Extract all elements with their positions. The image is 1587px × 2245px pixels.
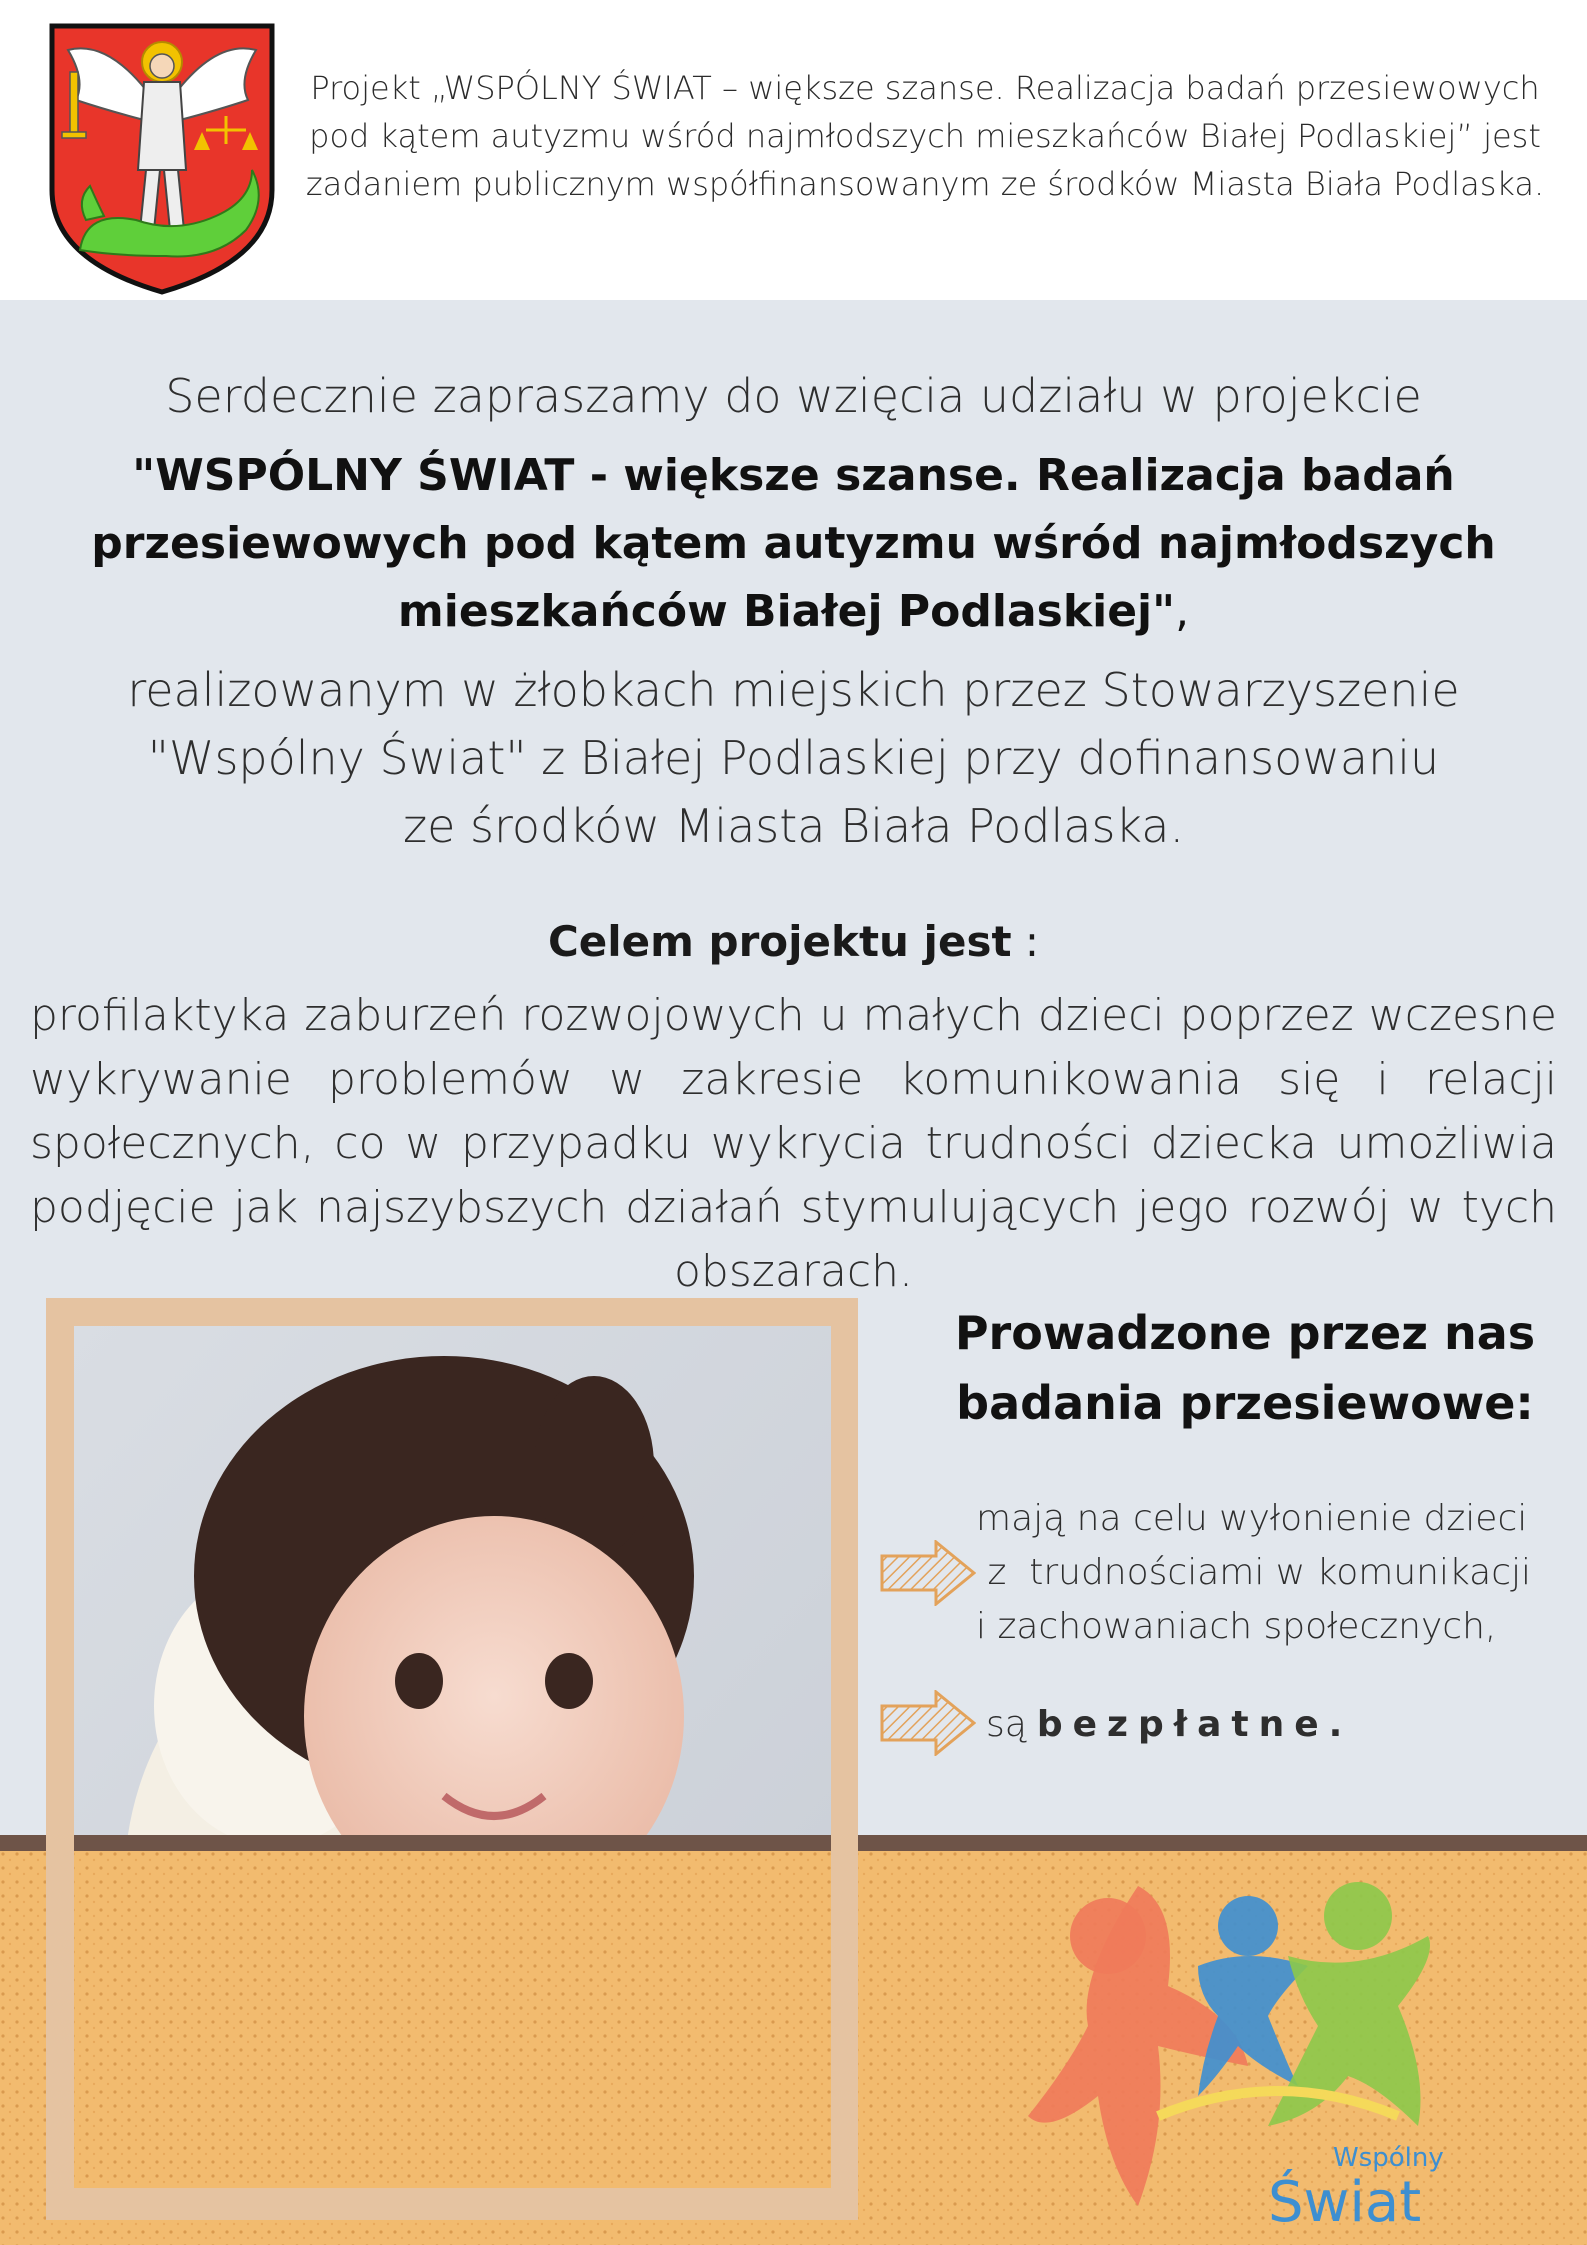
logo-text-line2: Świat xyxy=(1268,2170,1422,2235)
goal-heading-suffix: : xyxy=(1011,917,1040,966)
screening-purpose-line: z trudnościami w komunikacji xyxy=(976,1552,1532,1593)
screening-purpose-line: i zachowaniach społecznych, xyxy=(976,1606,1497,1647)
project-title-suffix: , xyxy=(1175,586,1190,637)
screening-free-prefix: są xyxy=(986,1704,1027,1745)
project-title-line: mieszkańców Białej Podlaskiej" xyxy=(397,586,1176,637)
screening-free-emphasis: bezpłatne. xyxy=(1036,1704,1353,1745)
logo-text-line1: Wspólny xyxy=(1333,2143,1444,2173)
wspolny-swiat-logo xyxy=(1018,1866,1458,2236)
header-line: pod kątem autyzmu wśród najmłodszych mieszkańców Białej Podlaskiej” jest xyxy=(309,117,1541,155)
realization-line: ze środków Miasta Biała Podlaska. xyxy=(402,799,1185,853)
project-funding-note xyxy=(280,64,1570,208)
screening-heading xyxy=(900,1298,1587,1438)
header-line: Projekt „WSPÓLNY ŚWIAT – większe szanse. Realizacja badań przesiewowych xyxy=(310,69,1540,107)
screening-heading-line: Prowadzone przez nas xyxy=(954,1306,1536,1360)
city-crest-icon xyxy=(46,20,278,296)
project-title xyxy=(0,442,1587,646)
realization-line: realizowanym w żłobkach miejskich przez Stowarzyszenie xyxy=(127,663,1460,717)
screening-heading-line: badania przesiewowe: xyxy=(956,1376,1534,1430)
project-title-line: przesiewowych pod kątem autyzmu wśród najmłodszych xyxy=(91,518,1496,569)
realization-line: "Wspólny Świat" z Białej Podlaskiej przy dofinansowaniu xyxy=(147,731,1440,785)
arrow-right-icon xyxy=(880,1690,976,1756)
invitation-intro: Serdecznie zapraszamy do wzięcia udziału w projekcie xyxy=(165,369,1422,423)
header-line: zadaniem publicznym współfinansowanym ze środków Miasta Biała Podlaska. xyxy=(305,165,1545,203)
goal-heading-text: Celem projektu jest xyxy=(547,917,1012,966)
photo-frame-lower xyxy=(46,1835,858,2220)
goal-heading xyxy=(0,914,1587,970)
arrow-right-icon xyxy=(880,1540,976,1606)
screening-free-note xyxy=(986,1698,1352,1752)
screening-purpose-line: mają na celu wyłonienie dzieci xyxy=(976,1498,1528,1539)
screening-purpose xyxy=(976,1492,1576,1654)
project-title-line: "WSPÓLNY ŚWIAT - większe szanse. Realizacja badań xyxy=(132,450,1455,501)
header xyxy=(0,0,1587,300)
realization-info xyxy=(0,656,1587,860)
goal-description: profilaktyka zaburzeń rozwojowych u małych dzieci poprzez wczesne wykrywanie problemów w zakresie komunikowania się i relacji społecznych, co w przypadku wykrycia trudności dziecka umożliwia podjęcie jak najszybszych działań stymulujących jego rozwój w tych obszarach. xyxy=(30,990,1557,1297)
